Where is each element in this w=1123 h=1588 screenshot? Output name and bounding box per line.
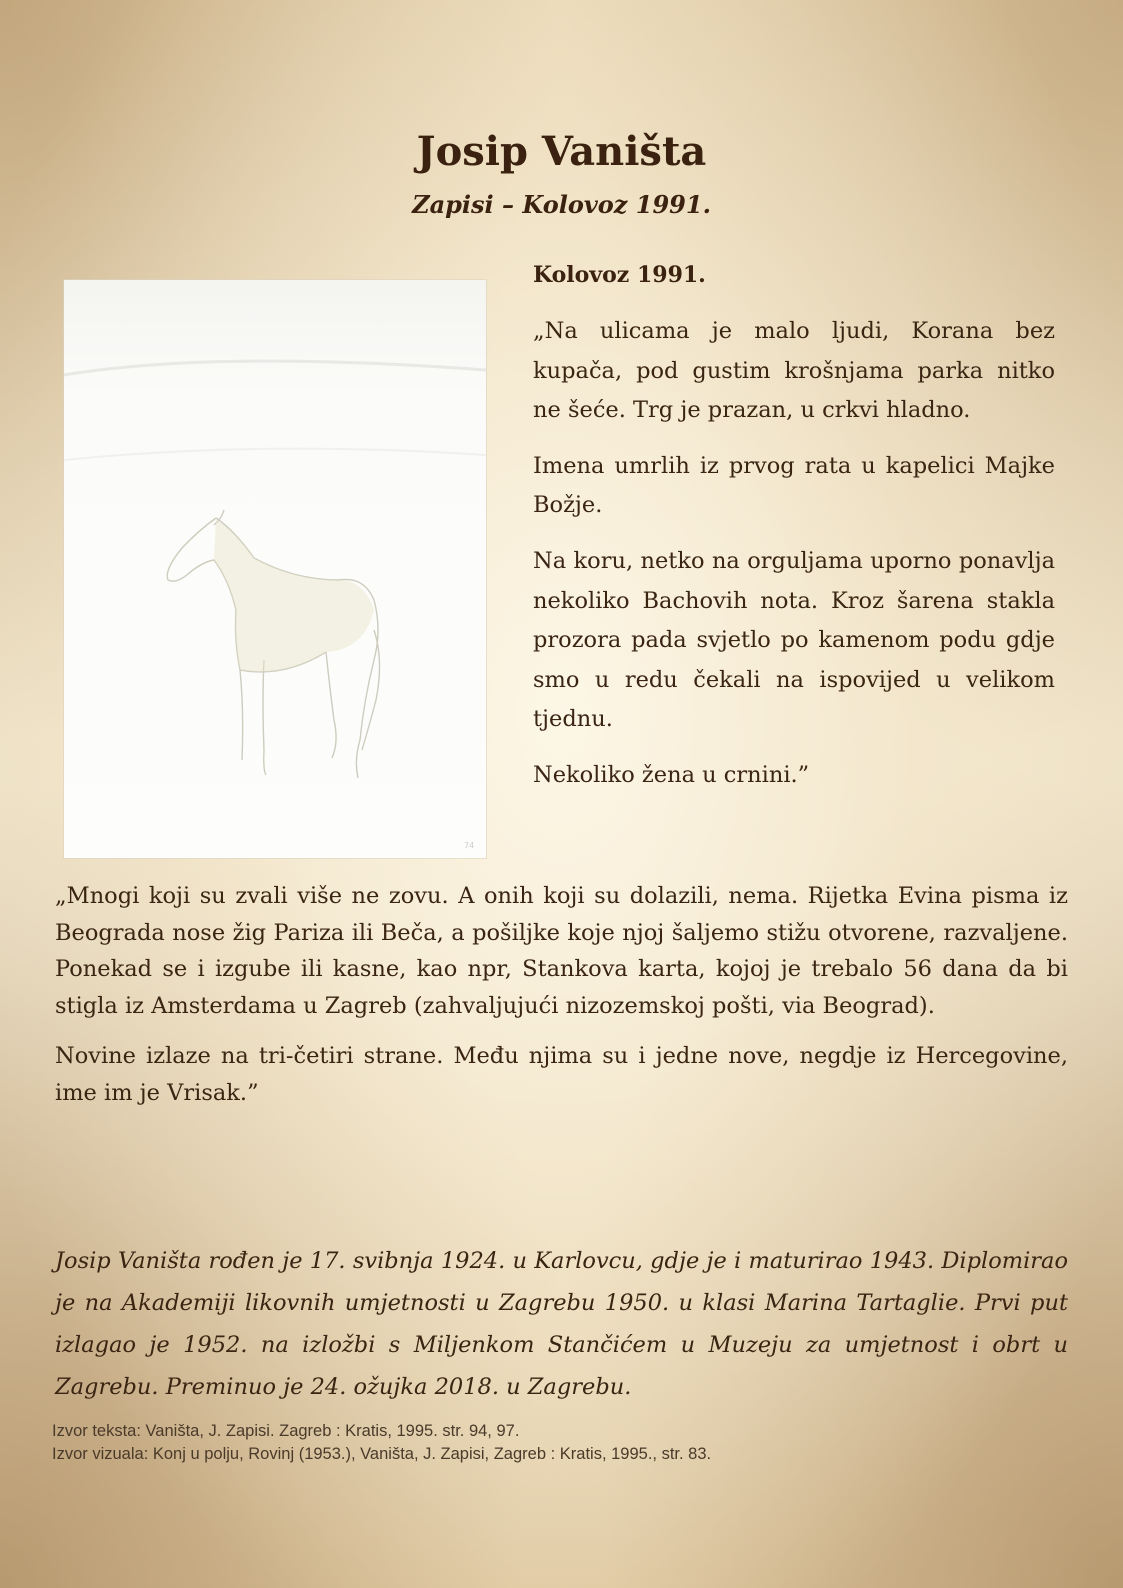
diary-entry-full-width xyxy=(55,878,1068,1125)
diary-entry-column xyxy=(533,312,1055,812)
horse-drawing-image xyxy=(64,280,486,858)
biography-text: Josip Vaništa rođen je 17. svibnja 1924. u Karlovcu, gdje je i maturirao 1943. Diplomirao je na Akademiji likovnih umjetnosti u Zagrebu 1950. u klasi Marina Tartaglie. Prvi put izlagao je 1952. na izložbi s Miljenkom Stančićem u Muzeju za umjetnost i obrt u Zagrebu. Preminuo je 24. ožujka 2018. u Zagrebu. xyxy=(55,1248,1068,1400)
author-biography xyxy=(55,1240,1068,1408)
diary-paragraph: Na koru, netko na orguljama uporno ponavlja nekoliko Bachovih nota. Kroz šarena stakla prozora pada svjetlo po kamenom podu gdje smo u redu čekali na ispovijed u velikom tjednu. xyxy=(533,547,1055,733)
svg-text:74: 74 xyxy=(464,841,475,850)
section-heading: Kolovoz 1991. xyxy=(533,262,706,288)
diary-paragraph: „Mnogi koji su zvali više ne zovu. A onih koji su dolazili, nema. Rijetka Evina pisma iz Beograda nose žig Pariza ili Beča, a pošiljke koje njoj šaljemo stižu otvorene, razvaljene. Ponekad se i izgube ili kasne, kao npr, Stankova karta, kojoj je trebalo 56 dana da bi stigla iz Amsterdama u Zagreb (zahvaljujući nizozemskoj pošti, via Beograd). xyxy=(55,883,1068,1019)
text-source: Izvor teksta: Vaništa, J. Zapisi. Zagreb : Kratis, 1995. str. 94, 97. xyxy=(52,1422,520,1440)
page-subtitle: Zapisi – Kolovoz 1991. xyxy=(412,190,711,219)
diary-paragraph: Nekoliko žena u crnini.” xyxy=(533,761,810,788)
diary-paragraph: Imena umrlih iz prvog rata u kapelici Majke Božje. xyxy=(533,452,1055,519)
diary-paragraph: Novine izlaze na tri-četiri strane. Među njima su i jedne nove, negdje iz Hercegovine, ime im je Vrisak.” xyxy=(55,1043,1068,1106)
visual-source: Izvor vizuala: Konj u polju, Rovinj (1953.), Vaništa, J. Zapisi, Zagreb : Kratis, 1995., str. 83. xyxy=(52,1445,712,1463)
sources xyxy=(52,1420,1052,1466)
horse-drawing-icon xyxy=(64,280,486,858)
diary-paragraph: „Na ulicama je malo ljudi, Korana bez kupača, pod gustim krošnjama parka nitko ne šeće. Trg je prazan, u crkvi hladno. xyxy=(533,318,1055,424)
page-title: Josip Vaništa xyxy=(416,128,707,175)
